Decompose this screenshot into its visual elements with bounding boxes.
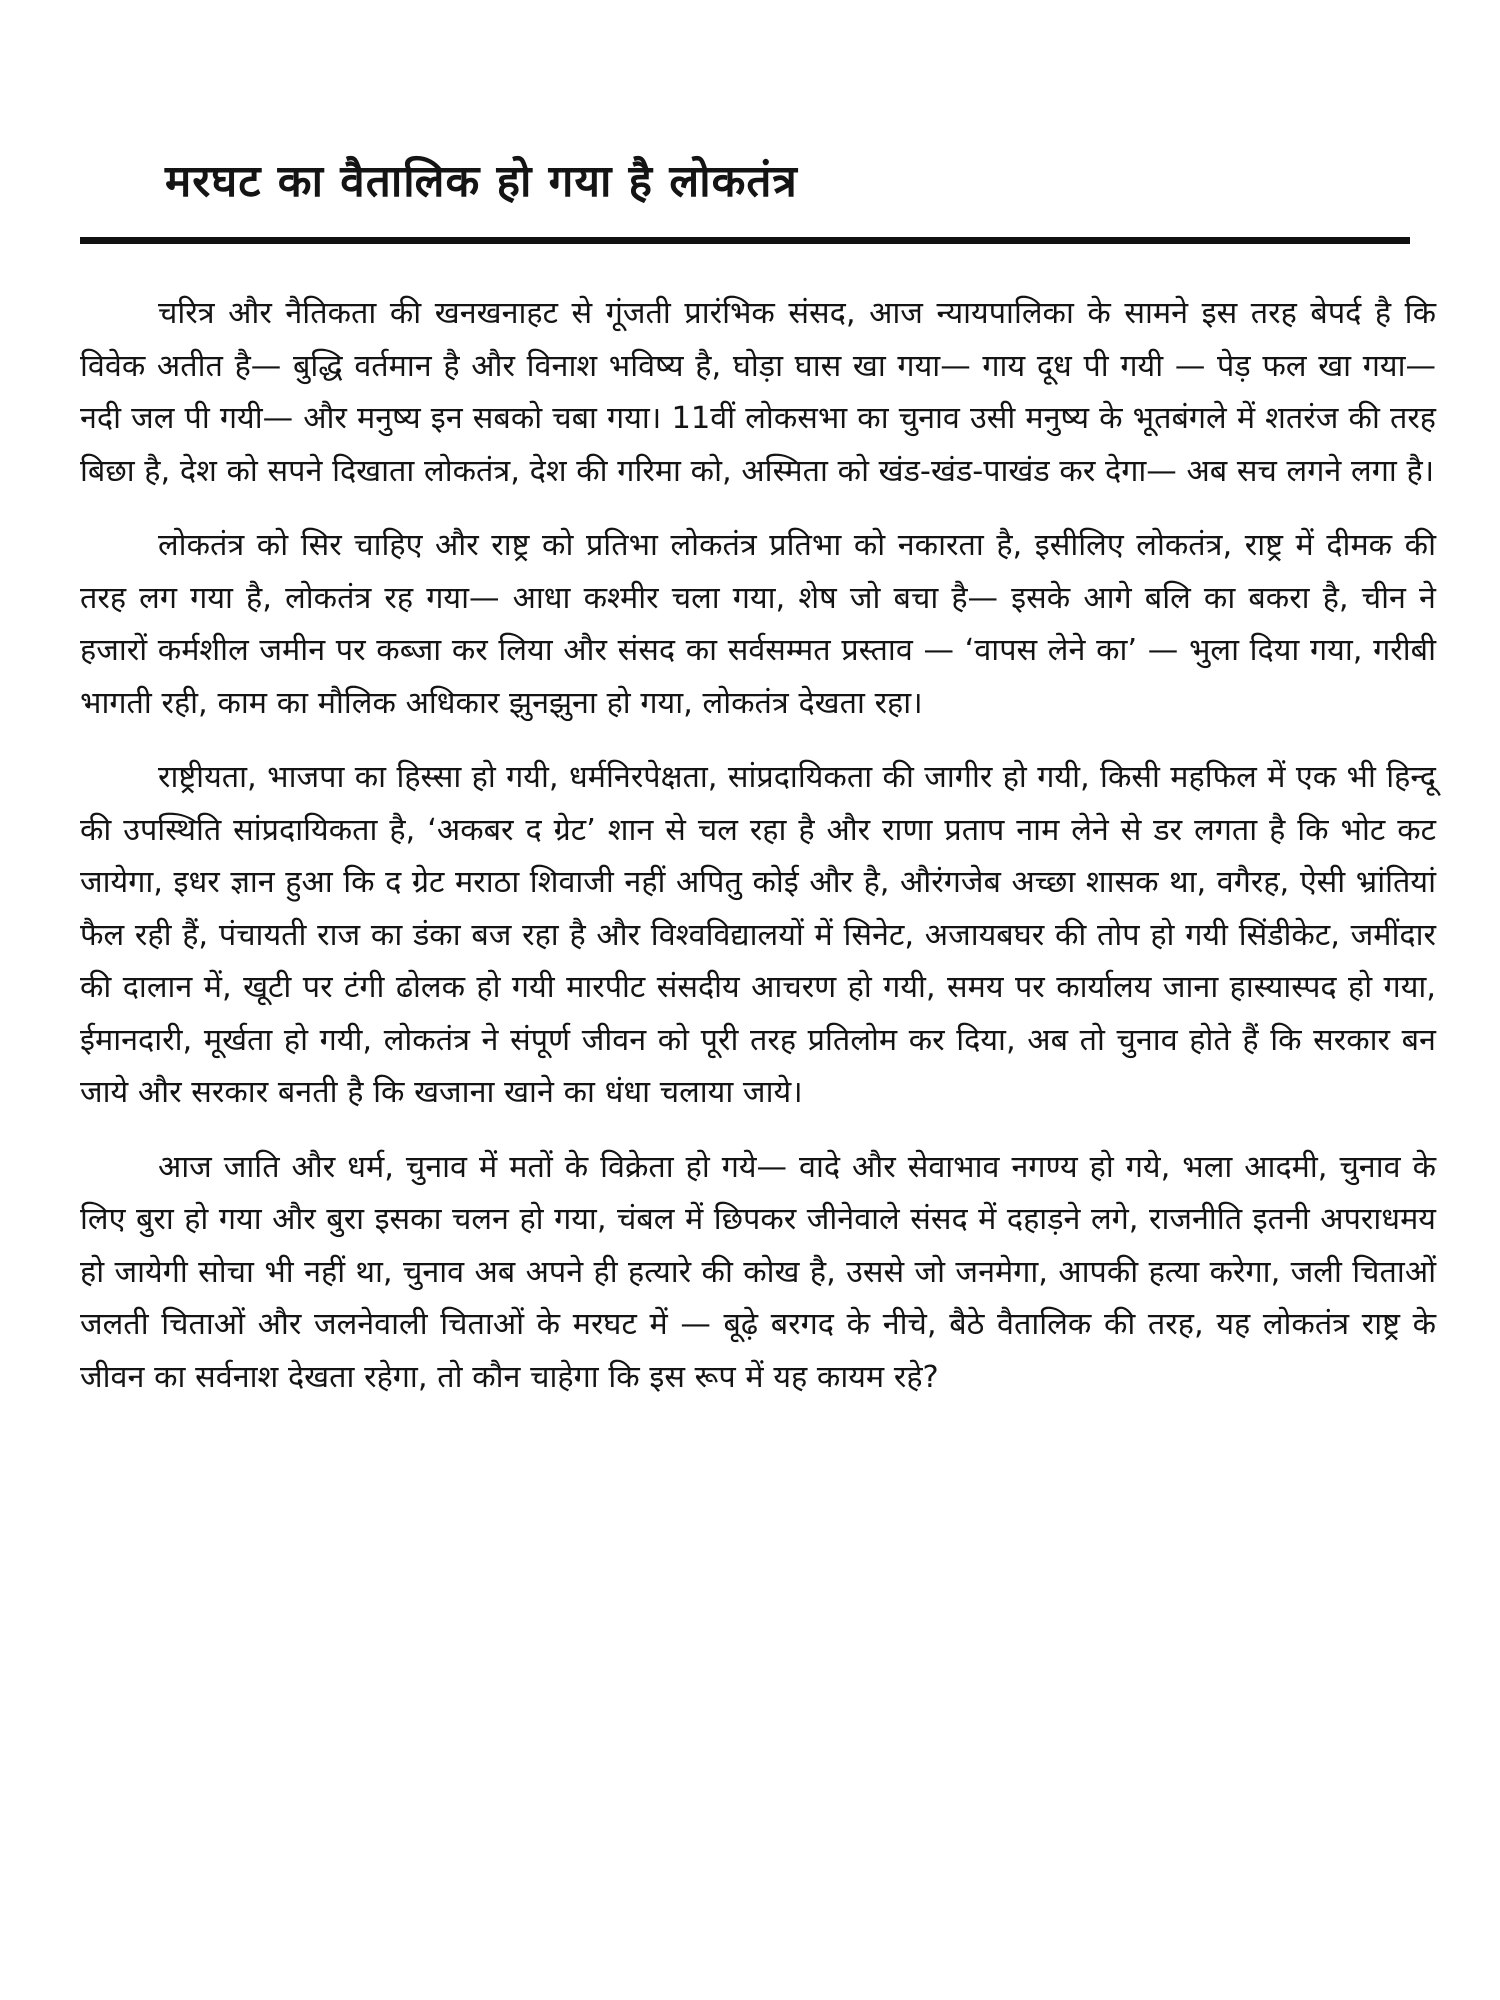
paragraph-2: लोकतंत्र को सिर चाहिए और राष्ट्र को प्रतिभा लोकतंत्र प्रतिभा को नकारता है, इसीलिए लोकतंत्र, राष्ट्र में दीमक की तरह लग गया है, लोकतंत्र रह गया— आधा कश्मीर चला गया, शेष जो बचा है— इसके आगे बलि का बकरा है, चीन ने हजारों कर्मशील जमीन पर कब्जा कर लिया और संसद का सर्वसम्मत प्रस्ताव — ‘वापस लेने का’ — भुला दिया गया, गरीबी भागती रही, काम का मौलिक अधिकार झुनझुना हो गया, लोकतंत्र देखता रहा। bbox=[80, 528, 1436, 721]
paragraph-3: राष्ट्रीयता, भाजपा का हिस्सा हो गयी, धर्मनिरपेक्षता, सांप्रदायिकता की जागीर हो गयी, किसी महफिल में एक भी हिन्दू की उपस्थिति सांप्रदायिकता है, ‘अकबर द ग्रेट’ शान से चल रहा है और राणा प्रताप नाम लेने से डर लगता है कि भोट कट जायेगा, इधर ज्ञान हुआ कि द ग्रेट मराठा शिवाजी नहीं अपितु कोई और है, औरंगजेब अच्छा शासक था, वगैरह, ऐसी भ्रांतियां फैल रही हैं, पंचायती राज का डंका बज रहा है और विश्वविद्यालयों में सिनेट, अजायबघर की तोप हो गयी सिंडीकेट, जमींदार की दालान में, खूटी पर टंगी ढोलक हो गयी मारपीट संसदीय आचरण हो गयी, समय पर कार्यालय जाना हास्यास्पद हो गया, ईमानदारी, मूर्खता हो गयी, लोकतंत्र ने संपूर्ण जीवन को पूरी तरह प्रतिलोम कर दिया, अब तो चुनाव होते हैं कि सरकार बन जाये और सरकार बनती है कि खजाना खाने का धंधा चलाया जाये। bbox=[80, 760, 1436, 1110]
page-title: मरघट का वैतालिक हो गया है लोकतंत्र bbox=[165, 156, 798, 207]
title-divider bbox=[80, 237, 1410, 244]
article-body bbox=[80, 288, 1436, 1426]
paragraph-1: चरित्र और नैतिकता की खनखनाहट से गूंजती प्रारंभिक संसद, आज न्यायपालिका के सामने इस तरह बेपर्द है कि विवेक अतीत है— बुद्धि वर्तमान है और विनाश भविष्य है, घोड़ा घास खा गया— गाय दूध पी गयी — पेड़ फल खा गया— नदी जल पी गयी— और मनुष्य इन सबको चबा गया। 11वीं लोकसभा का चुनाव उसी मनुष्य के भूतबंगले में शतरंज की तरह बिछा है, देश को सपने दिखाता लोकतंत्र, देश की गरिमा को, अस्मिता को खंड-खंड-पाखंड कर देगा— अब सच लगने लगा है। bbox=[80, 296, 1436, 489]
paragraph-4: आज जाति और धर्म, चुनाव में मतों के विक्रेता हो गये— वादे और सेवाभाव नगण्य हो गये, भला आदमी, चुनाव के लिए बुरा हो गया और बुरा इसका चलन हो गया, चंबल में छिपकर जीनेवाले संसद में दहाड़ने लगे, राजनीति इतनी अपराधमय हो जायेगी सोचा भी नहीं था, चुनाव अब अपने ही हत्यारे की कोख है, उससे जो जनमेगा, आपकी हत्या करेगा, जली चिताओं जलती चिताओं और जलनेवाली चिताओं के मरघट में — बूढ़े बरगद के नीचे, बैठे वैतालिक की तरह, यह लोकतंत्र राष्ट्र के जीवन का सर्वनाश देखता रहेगा, तो कौन चाहेगा कि इस रूप में यह कायम रहे? bbox=[80, 1149, 1436, 1395]
